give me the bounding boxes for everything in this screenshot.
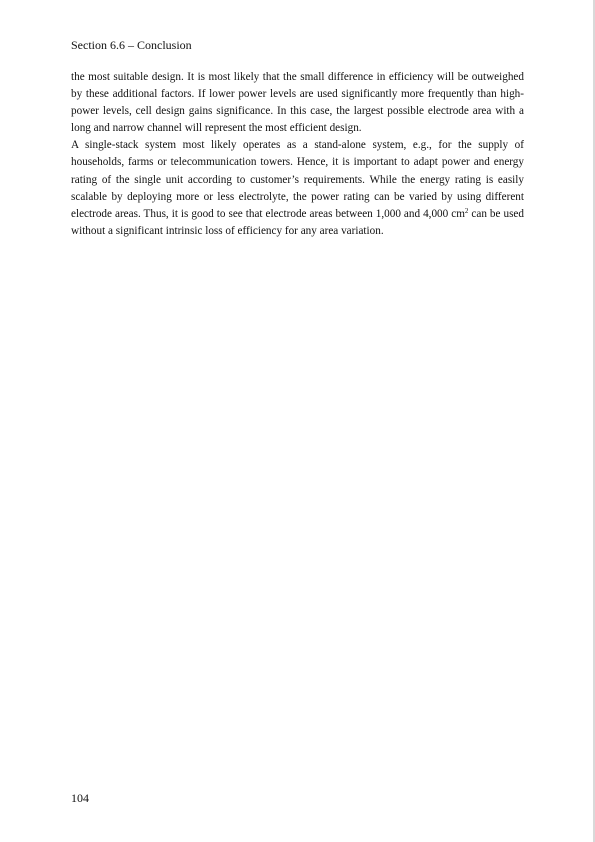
page-number: 104 <box>71 791 89 805</box>
paragraph-1: the most suitable design. It is most likely that the small difference in efficiency will be outweighed by these additional factors. If lower power levels are used significantly more frequently than high-power levels, cell design gains significance. In this case, the largest possible electrode area with a long and narrow channel will represent the most efficient design. <box>71 71 524 135</box>
paragraph-2-text-part-1: A single-stack system most likely operates as a stand-alone system, e.g., for the supply of households, farms or telecommunication towers. Hence, it is important to adapt power and energy rating of the single unit according to customer’s requirements. While the energy rating is easily scalable by deploying more or less electrolyte, the power rating can be varied by using different electrode areas. Thus, it is good to see that electrode areas between 1,000 and 4,000 cm <box>71 139 524 220</box>
running-header: Section 6.6 – Conclusion <box>71 38 192 52</box>
paragraph-2-text-part-2: can be used without a significant intrinsic loss of efficiency for any area variation. <box>71 207 524 237</box>
paragraph-2 <box>71 137 524 240</box>
superscript-2: 2 <box>464 206 469 215</box>
body-text <box>71 69 524 240</box>
